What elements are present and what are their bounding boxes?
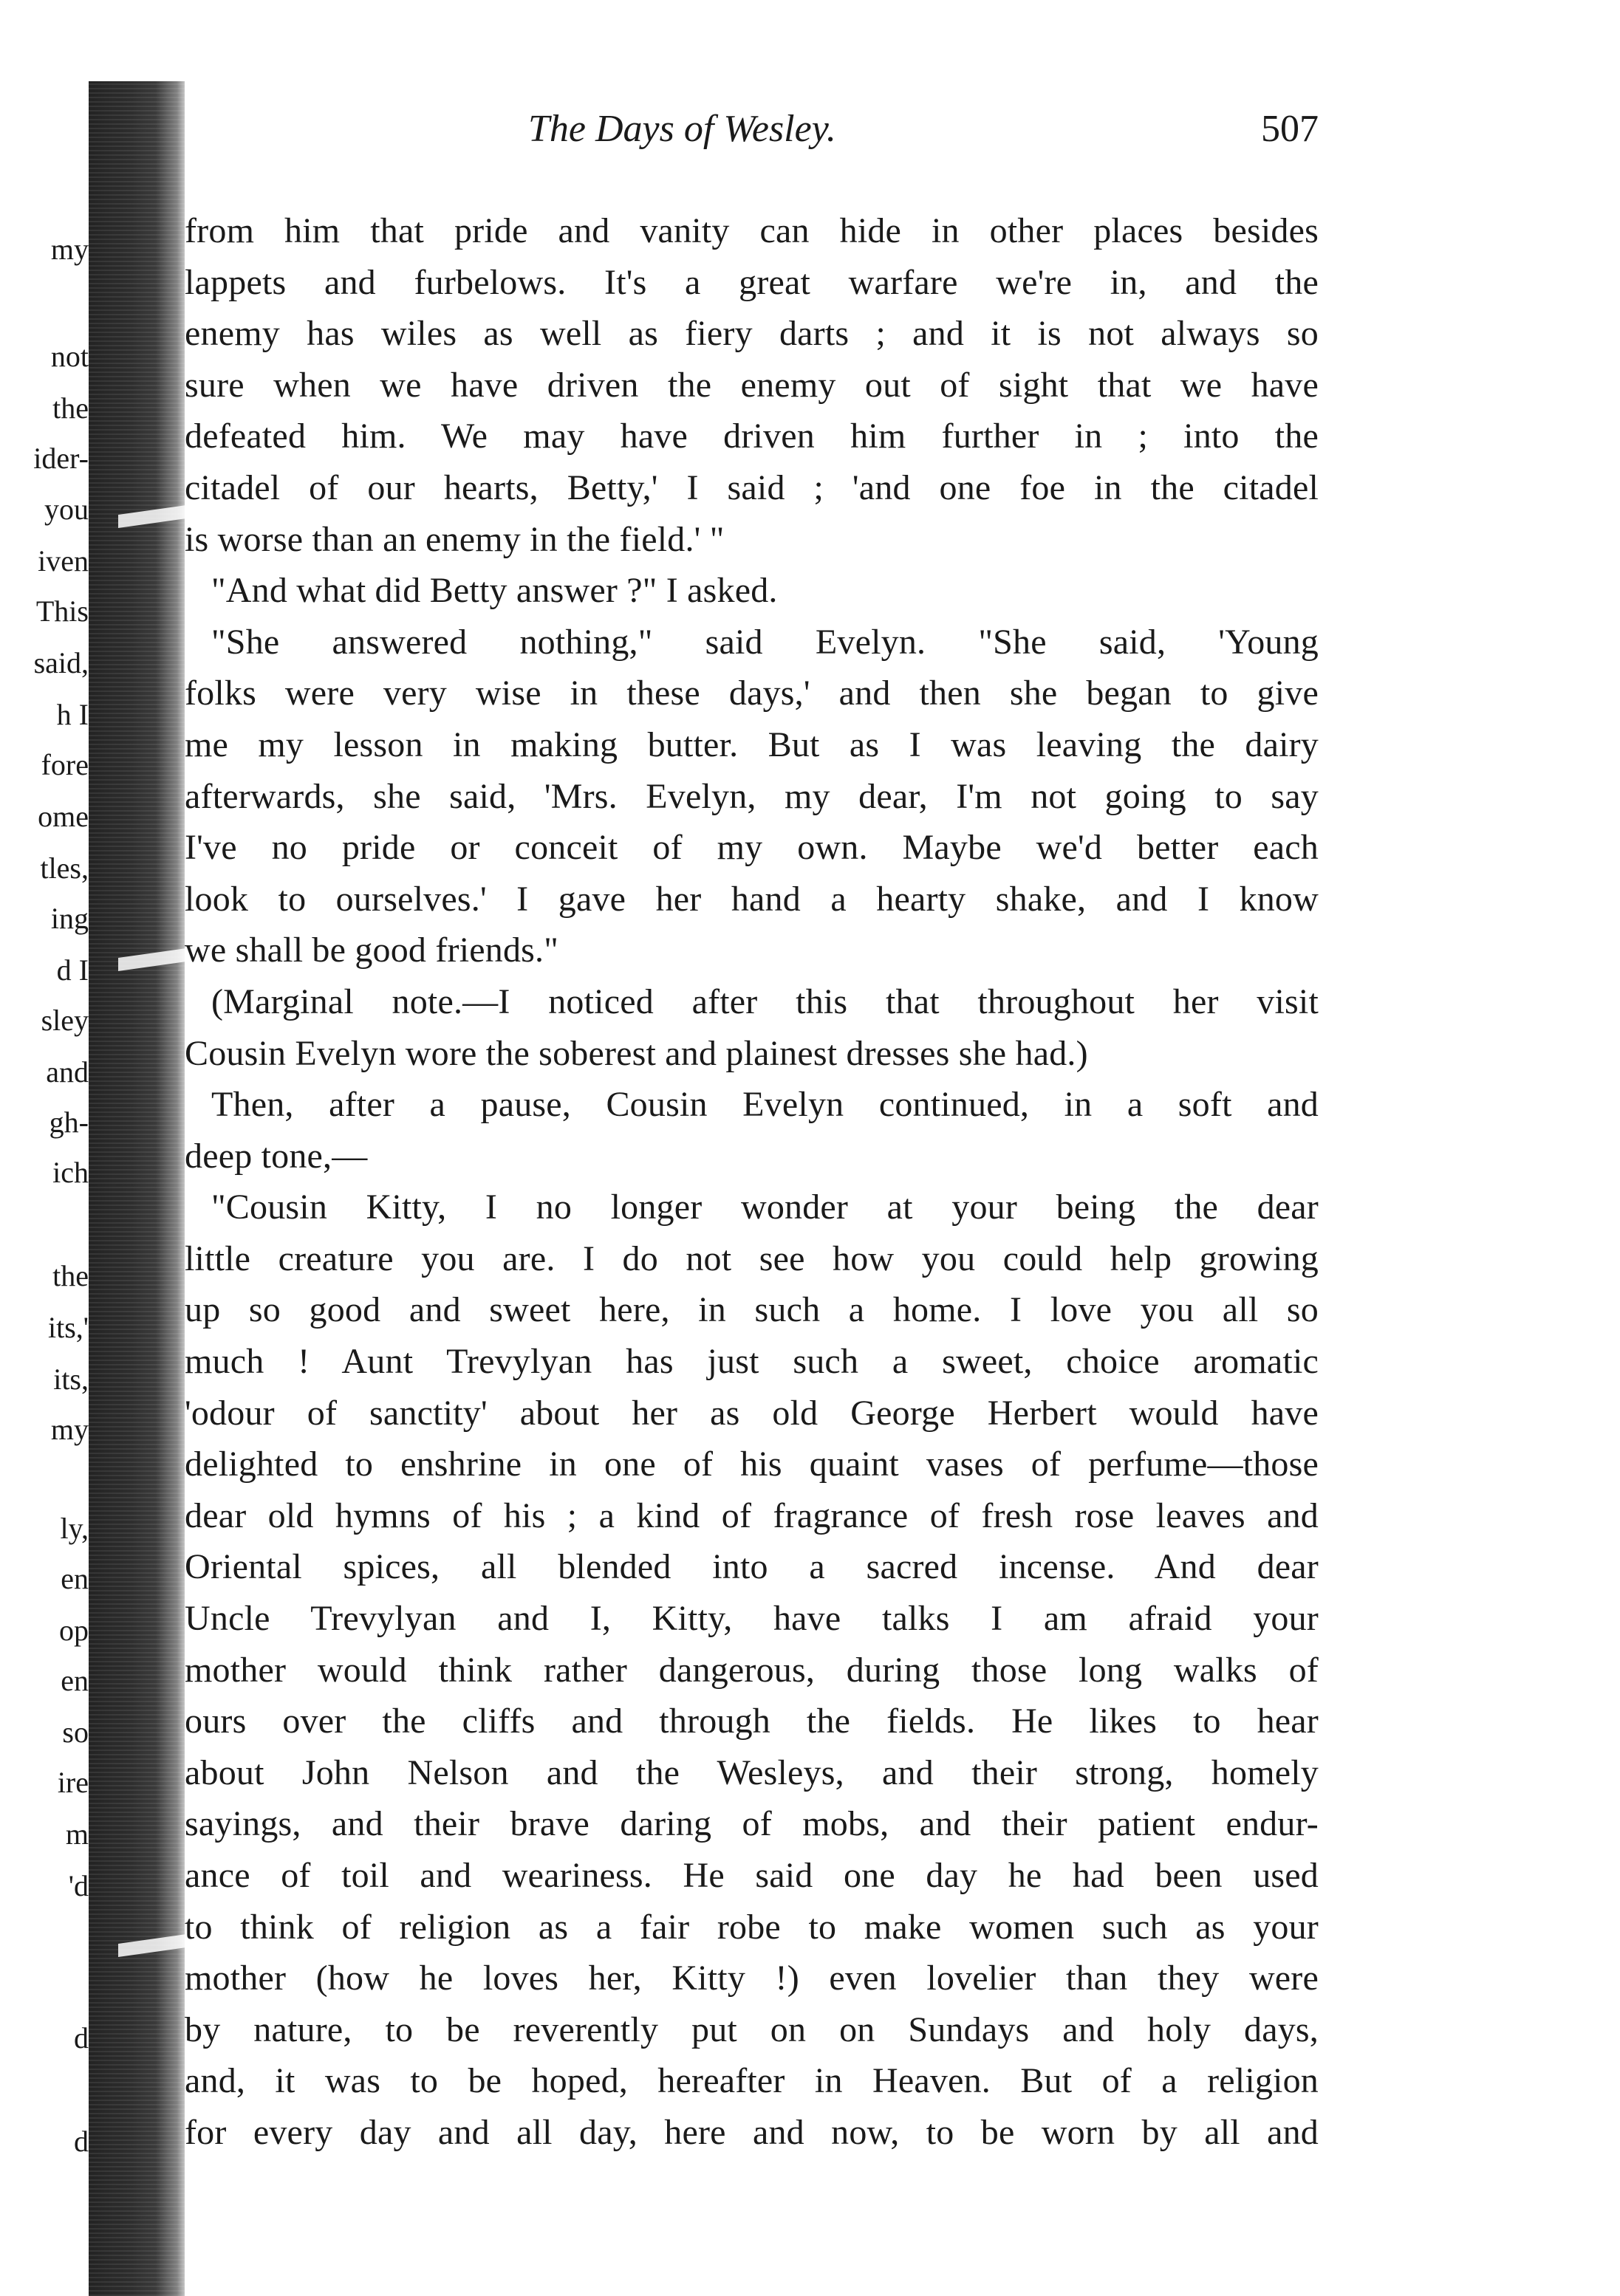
margin-fragment: you (44, 493, 89, 526)
margin-fragment: ire (57, 1766, 89, 1799)
margin-fragment: en (61, 1562, 89, 1595)
text-line: (Marginal note.—I noticed after this that throughout her visit (211, 981, 1319, 1021)
margin-fragment: iven (38, 544, 89, 578)
text-line: "She answered nothing," said Evelyn. "She said, 'Young (211, 622, 1319, 662)
margin-fragment: gh- (49, 1106, 89, 1139)
text-line: 'odour of sanctity' about her as old George Herbert would have (185, 1393, 1319, 1433)
text-line: "And what did Betty answer ?" I asked. (211, 571, 778, 611)
margin-fragment: en (61, 1664, 89, 1697)
text-line: me my lesson in making butter. But as I was leaving the dairy (185, 724, 1319, 764)
margin-fragment: fore (41, 748, 89, 781)
margin-fragment: my (50, 1413, 89, 1446)
margin-fragment: ing (50, 902, 89, 935)
margin-fragment: not (50, 340, 89, 373)
text-line: and, it was to be hoped, hereafter in Heaven. But of a religion (185, 2061, 1319, 2101)
margin-fragment: op (59, 1614, 89, 1647)
text-line: sayings, and their brave daring of mobs, and their patient endur- (185, 1804, 1319, 1844)
text-line: we shall be good friends." (185, 931, 559, 970)
text-line: Cousin Evelyn wore the soberest and plainest dresses she had.) (185, 1033, 1088, 1073)
text-line: enemy has wiles as well as fiery darts ; and it is not always so (185, 314, 1319, 354)
text-line: citadel of our hearts, Betty,' I said ; 'and one foe in the citadel (185, 467, 1319, 507)
margin-fragment: sley (41, 1004, 89, 1037)
text-line: about John Nelson and the Wesleys, and their strong, homely (185, 1752, 1319, 1792)
text-line: to think of religion as a fair robe to make women such as your (185, 1907, 1319, 1947)
margin-fragment: h I (56, 698, 89, 731)
text-line: from him that pride and vanity can hide in other places besides (185, 211, 1319, 250)
text-line: little creature you are. I do not see how you could help growing (185, 1238, 1319, 1278)
margin-fragment: so (62, 1716, 89, 1749)
text-line: look to ourselves.' I gave her hand a hearty shake, and I know (185, 879, 1319, 919)
margin-fragment: ider- (33, 442, 89, 475)
margin-fragment: the (52, 1259, 89, 1292)
text-line: ance of toil and weariness. He said one day he had been used (185, 1856, 1319, 1895)
text-line: "Cousin Kitty, I no longer wonder at your being the dear (211, 1188, 1319, 1227)
margin-fragment: my (50, 233, 89, 266)
text-line: up so good and sweet here, in such a home. I love you all so (185, 1290, 1319, 1330)
text-line: mother would think rather dangerous, during those long walks of (185, 1650, 1319, 1690)
margin-fragment: d I (56, 953, 89, 987)
margin-fragment: ich (52, 1156, 89, 1189)
text-line: deep tone,— (185, 1136, 368, 1176)
page-header (185, 107, 1319, 166)
text-line: is worse than an enemy in the field.' " (185, 519, 725, 559)
margin-fragment: This (35, 594, 89, 628)
margin-fragment: 'd (68, 1869, 89, 1902)
body-text (185, 205, 1319, 2159)
text-line: folks were very wise in these days,' and then she began to give (185, 674, 1319, 713)
text-line: ours over the cliffs and through the fields. He likes to hear (185, 1702, 1319, 1741)
running-title: The Days of Wesley. (528, 108, 836, 150)
text-line: sure when we have driven the enemy out of sight that we have (185, 365, 1319, 405)
text-line: Uncle Trevylyan and I, Kitty, have talks I am afraid your (185, 1599, 1319, 1639)
text-line: mother (how he loves her, Kitty !) even lovelier than they were (185, 1959, 1319, 1998)
text-line: defeated him. We may have driven him further in ; into the (185, 417, 1319, 456)
text-line: dear old hymns of his ; a kind of fragrance of fresh rose leaves and (185, 1495, 1319, 1535)
margin-fragment: the (52, 391, 89, 425)
margin-fragment: d (74, 2125, 89, 2158)
margin-fragment: d (74, 2021, 89, 2055)
facing-page-margin-fragments (0, 0, 89, 2296)
text-line: much ! Aunt Trevylyan has just such a sweet, choice aromatic (185, 1342, 1319, 1382)
page-number: 507 (1261, 108, 1319, 150)
text-line: delighted to enshrine in one of his quaint vases of perfume—those (185, 1445, 1319, 1484)
text-line: by nature, to be reverently put on on Sundays and holy days, (185, 2009, 1319, 2049)
text-line: Oriental spices, all blended into a sacred incense. And dear (185, 1547, 1319, 1587)
text-line: I've no pride or conceit of my own. Maybe we'd better each (185, 828, 1319, 868)
margin-fragment: its, (53, 1363, 89, 1396)
margin-fragment: ome (38, 800, 89, 833)
margin-fragment: said, (33, 646, 89, 679)
margin-fragment: and (46, 1055, 89, 1089)
text-line: for every day and all day, here and now, to be worn by all and (185, 2112, 1319, 2152)
text-line: afterwards, she said, 'Mrs. Evelyn, my dear, I'm not going to say (185, 776, 1319, 816)
text-line: Then, after a pause, Cousin Evelyn continued, in a soft and (211, 1085, 1319, 1125)
margin-fragment: its,' (48, 1311, 89, 1344)
binding-gutter-shadow (89, 81, 185, 2296)
margin-fragment: m (65, 1817, 89, 1851)
text-line: lappets and furbelows. It's a great warfare we're in, and the (185, 262, 1319, 302)
margin-fragment: tles, (40, 851, 89, 885)
margin-fragment: ly, (60, 1512, 89, 1545)
